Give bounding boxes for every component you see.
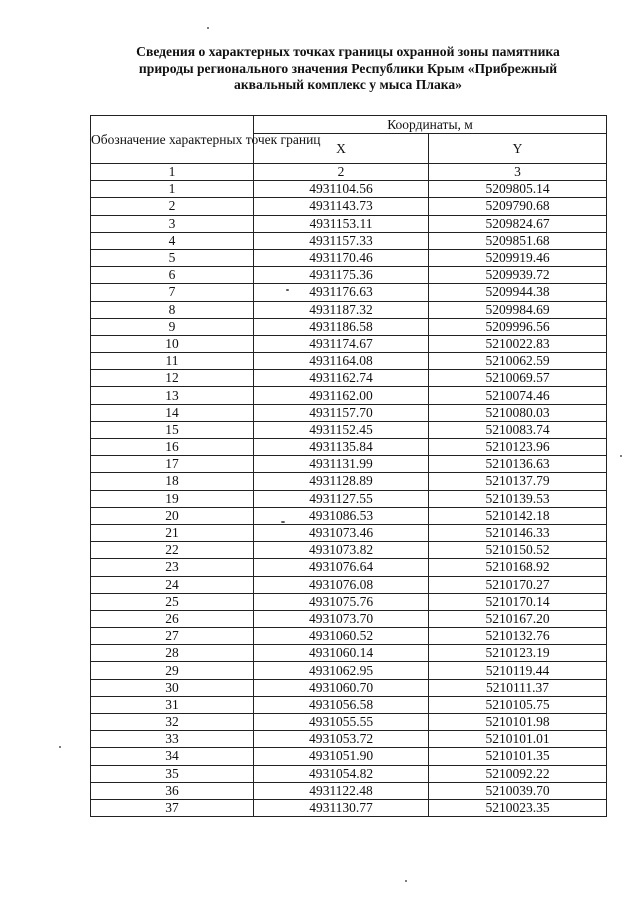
header-row-1 [91,116,607,134]
y-coordinate-cell: 5209919.46 [429,249,607,266]
header-coordinates: Координаты, м [254,116,607,134]
x-coordinate-cell: 4931187.32 [254,301,429,318]
x-coordinate-cell: 4931174.67 [254,335,429,352]
y-coordinate-cell: 5210136.63 [429,456,607,473]
table-row [91,765,607,782]
x-coordinate-cell: 4931157.70 [254,404,429,421]
point-number-cell: 9 [91,318,254,335]
y-coordinate-cell: 5210101.01 [429,731,607,748]
y-coordinate-cell: 5210101.35 [429,748,607,765]
header-point-designation: Обозначение характерных точек границ [91,116,254,164]
table-row [91,249,607,266]
column-number-3: 3 [429,164,607,181]
y-coordinate-cell: 5210137.79 [429,473,607,490]
header-x: X [254,134,429,164]
x-coordinate-cell: 4931051.90 [254,748,429,765]
point-number-cell: 7 [91,284,254,301]
table-row [91,542,607,559]
point-number-cell: 35 [91,765,254,782]
table-row [91,473,607,490]
table-row [91,335,607,352]
point-number-cell: 13 [91,387,254,404]
header-y: Y [429,134,607,164]
point-number-cell: 20 [91,507,254,524]
y-coordinate-cell: 5209939.72 [429,267,607,284]
table-row [91,301,607,318]
y-coordinate-cell: 5209996.56 [429,318,607,335]
table-row [91,748,607,765]
x-coordinate-cell: 4931056.58 [254,696,429,713]
scan-speck [59,746,61,748]
x-coordinate-cell: 4931164.08 [254,353,429,370]
scan-speck [281,521,285,523]
x-coordinate-cell: 4931075.76 [254,593,429,610]
y-coordinate-cell: 5209984.69 [429,301,607,318]
x-coordinate-cell: 4931143.73 [254,198,429,215]
x-coordinate-cell: 4931130.77 [254,799,429,816]
table-row [91,782,607,799]
table-row [91,198,607,215]
y-coordinate-cell: 5210083.74 [429,421,607,438]
y-coordinate-cell: 5210105.75 [429,696,607,713]
y-coordinate-cell: 5210146.33 [429,524,607,541]
point-number-cell: 14 [91,404,254,421]
y-coordinate-cell: 5209944.38 [429,284,607,301]
point-number-cell: 34 [91,748,254,765]
point-number-cell: 1 [91,181,254,198]
x-coordinate-cell: 4931076.08 [254,576,429,593]
point-number-cell: 25 [91,593,254,610]
table-row [91,421,607,438]
x-coordinate-cell: 4931073.82 [254,542,429,559]
y-coordinate-cell: 5210170.27 [429,576,607,593]
table-row [91,696,607,713]
coordinates-table-body [91,116,607,817]
x-coordinate-cell: 4931076.64 [254,559,429,576]
x-coordinate-cell: 4931122.48 [254,782,429,799]
x-coordinate-cell: 4931162.74 [254,370,429,387]
x-coordinate-cell: 4931060.52 [254,628,429,645]
title-line-2: природы регионального значения Республики Крым «Прибрежный [138,60,558,76]
x-coordinate-cell: 4931104.56 [254,181,429,198]
point-number-cell: 21 [91,524,254,541]
point-number-cell: 27 [91,628,254,645]
x-coordinate-cell: 4931175.36 [254,267,429,284]
scan-speck [286,289,289,291]
y-coordinate-cell: 5210119.44 [429,662,607,679]
column-number-2: 2 [254,164,429,181]
y-coordinate-cell: 5209824.67 [429,215,607,232]
title-line-3: аквальный комплекс у мыса Плака» [234,77,462,92]
y-coordinate-cell: 5210132.76 [429,628,607,645]
y-coordinate-cell: 5210170.14 [429,593,607,610]
y-coordinate-cell: 5210150.52 [429,542,607,559]
point-number-cell: 37 [91,799,254,816]
point-number-cell: 6 [91,267,254,284]
point-number-cell: 36 [91,782,254,799]
table-row [91,490,607,507]
point-number-cell: 30 [91,679,254,696]
table-row [91,456,607,473]
point-number-cell: 19 [91,490,254,507]
x-coordinate-cell: 4931162.00 [254,387,429,404]
point-number-cell: 32 [91,714,254,731]
y-coordinate-cell: 5210080.03 [429,404,607,421]
x-coordinate-cell: 4931060.14 [254,645,429,662]
table-row [91,559,607,576]
x-coordinate-cell: 4931054.82 [254,765,429,782]
y-coordinate-cell: 5210142.18 [429,507,607,524]
point-number-cell: 5 [91,249,254,266]
table-row [91,679,607,696]
point-number-cell: 10 [91,335,254,352]
point-number-cell: 24 [91,576,254,593]
point-number-cell: 16 [91,439,254,456]
x-coordinate-cell: 4931062.95 [254,662,429,679]
point-number-cell: 18 [91,473,254,490]
x-coordinate-cell: 4931186.58 [254,318,429,335]
table-row [91,232,607,249]
table-row [91,662,607,679]
point-number-cell: 4 [91,232,254,249]
x-coordinate-cell: 4931073.46 [254,524,429,541]
y-coordinate-cell: 5210062.59 [429,353,607,370]
x-coordinate-cell: 4931060.70 [254,679,429,696]
table-row [91,284,607,301]
x-coordinate-cell: 4931131.99 [254,456,429,473]
table-row [91,799,607,816]
point-number-cell: 31 [91,696,254,713]
y-coordinate-cell: 5210123.96 [429,439,607,456]
point-number-cell: 23 [91,559,254,576]
table-row [91,507,607,524]
y-coordinate-cell: 5209790.68 [429,198,607,215]
y-coordinate-cell: 5209851.68 [429,232,607,249]
x-coordinate-cell: 4931135.84 [254,439,429,456]
point-number-cell: 29 [91,662,254,679]
x-coordinate-cell: 4931073.70 [254,610,429,627]
y-coordinate-cell: 5210167.20 [429,610,607,627]
y-coordinate-cell: 5210023.35 [429,799,607,816]
point-number-cell: 3 [91,215,254,232]
x-coordinate-cell: 4931127.55 [254,490,429,507]
point-number-cell: 8 [91,301,254,318]
point-number-cell: 28 [91,645,254,662]
y-coordinate-cell: 5210074.46 [429,387,607,404]
table-row [91,610,607,627]
point-number-cell: 26 [91,610,254,627]
table-row [91,215,607,232]
column-number-1: 1 [91,164,254,181]
x-coordinate-cell: 4931053.72 [254,731,429,748]
x-coordinate-cell: 4931153.11 [254,215,429,232]
point-number-cell: 22 [91,542,254,559]
y-coordinate-cell: 5210123.19 [429,645,607,662]
table-row [91,593,607,610]
x-coordinate-cell: 4931055.55 [254,714,429,731]
x-coordinate-cell: 4931157.33 [254,232,429,249]
x-coordinate-cell: 4931176.63 [254,284,429,301]
y-coordinate-cell: 5210139.53 [429,490,607,507]
y-coordinate-cell: 5210022.83 [429,335,607,352]
table-row [91,370,607,387]
point-number-cell: 2 [91,198,254,215]
table-row [91,576,607,593]
table-row [91,731,607,748]
y-coordinate-cell: 5210101.98 [429,714,607,731]
table-row [91,714,607,731]
x-coordinate-cell: 4931128.89 [254,473,429,490]
x-coordinate-cell: 4931170.46 [254,249,429,266]
table-row [91,439,607,456]
table-row [91,267,607,284]
column-number-row [91,164,607,181]
scan-speck [620,455,622,457]
y-coordinate-cell: 5210168.92 [429,559,607,576]
x-coordinate-cell: 4931086.53 [254,507,429,524]
x-coordinate-cell: 4931152.45 [254,421,429,438]
point-number-cell: 15 [91,421,254,438]
y-coordinate-cell: 5209805.14 [429,181,607,198]
y-coordinate-cell: 5210069.57 [429,370,607,387]
table-row [91,181,607,198]
table-row [91,404,607,421]
table-row [91,628,607,645]
table-row [91,353,607,370]
table-row [91,318,607,335]
coordinates-table [90,115,607,817]
point-number-cell: 12 [91,370,254,387]
y-coordinate-cell: 5210039.70 [429,782,607,799]
title-line-1: Сведения о характерных точках границы охранной зоны памятника [136,44,560,59]
scan-speck [405,880,407,882]
table-row [91,524,607,541]
document-title [90,44,606,94]
scan-speck [207,27,209,29]
point-number-cell: 11 [91,353,254,370]
point-number-cell: 33 [91,731,254,748]
point-number-cell: 17 [91,456,254,473]
table-row [91,387,607,404]
table-row [91,645,607,662]
y-coordinate-cell: 5210111.37 [429,679,607,696]
y-coordinate-cell: 5210092.22 [429,765,607,782]
